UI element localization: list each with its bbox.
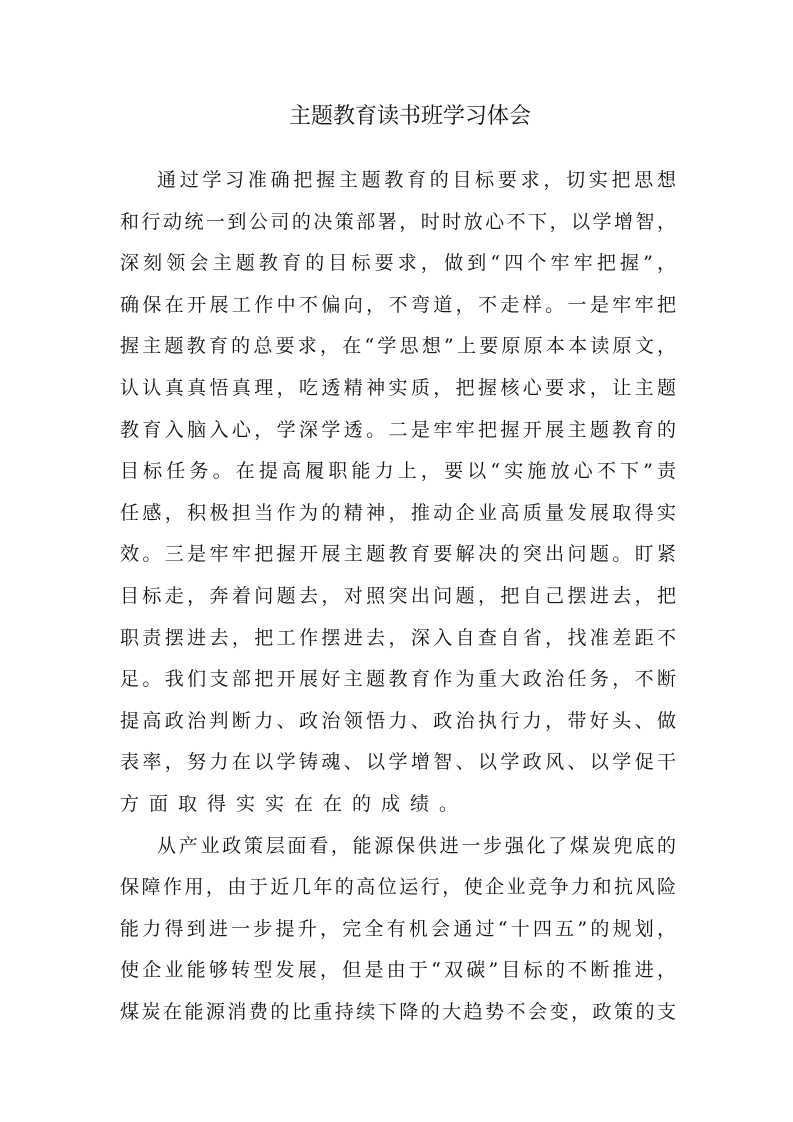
document-title: 主题教育读书班学习体会 [288, 104, 531, 129]
paragraph-1-line: 和行动统一到公司的决策部署，时时放心不下，以学增智， [120, 210, 676, 233]
paragraph-1-line: 方面取得实实在在的成绩。 [120, 792, 469, 815]
paragraph-2-line: 煤炭在能源消费的比重持续下降的大趋势不会变，政策的支 [120, 1000, 676, 1023]
paragraph-2-line: 使企业能够转型发展，但是由于“双碳”目标的不断推进， [120, 959, 676, 982]
paragraph-2-line: 从产业政策层面看，能源保供进一步强化了煤炭兜底的 [157, 834, 676, 857]
paragraph-1-line: 提高政治判断力、政治领悟力、政治执行力，带好头、做 [120, 709, 676, 732]
paragraph-1-line: 通过学习准确把握主题教育的目标要求，切实把思想 [157, 169, 676, 191]
paragraph-1-line: 握主题教育的总要求，在“学思想”上要原原本本读原文， [120, 335, 676, 358]
paragraph-1-line: 任感，积极担当作为的精神，推动企业高质量发展取得实 [120, 501, 676, 524]
paragraph-1-line: 教育入脑入心，学深学透。二是牢牢把握开展主题教育的 [120, 418, 676, 441]
paragraph-1-line: 确保在开展工作中不偏向，不弯道，不走样。一是牢牢把 [120, 293, 676, 316]
paragraph-2-line: 保障作用，由于近几年的高位运行，使企业竞争力和抗风险 [120, 876, 676, 899]
paragraph-1-line: 目标走，奔着问题去，对照突出问题，把自己摆进去，把 [120, 584, 676, 607]
paragraph-1-line: 足。我们支部把开展好主题教育作为重大政治任务，不断 [120, 668, 676, 691]
paragraph-1-line: 效。三是牢牢把握开展主题教育要解决的突出问题。盯紧 [120, 543, 676, 566]
paragraph-1-line: 认认真真悟真理，吃透精神实质，把握核心要求，让主题 [120, 376, 676, 399]
document-body [120, 160, 676, 1033]
paragraph-1-line: 表率，努力在以学铸魂、以学增智、以学政风、以学促干 [120, 751, 676, 774]
paragraph-1-line: 目标任务。在提高履职能力上，要以“实施放心不下”责 [120, 460, 676, 483]
paragraph-2-line: 能力得到进一步提升，完全有机会通过“十四五”的规划， [120, 917, 676, 940]
paragraph-1-line: 职责摆进去，把工作摆进去，深入自查自省，找准差距不 [120, 626, 676, 649]
paragraph-1-line: 深刻领会主题教育的目标要求，做到“四个牢牢把握”， [120, 252, 676, 275]
